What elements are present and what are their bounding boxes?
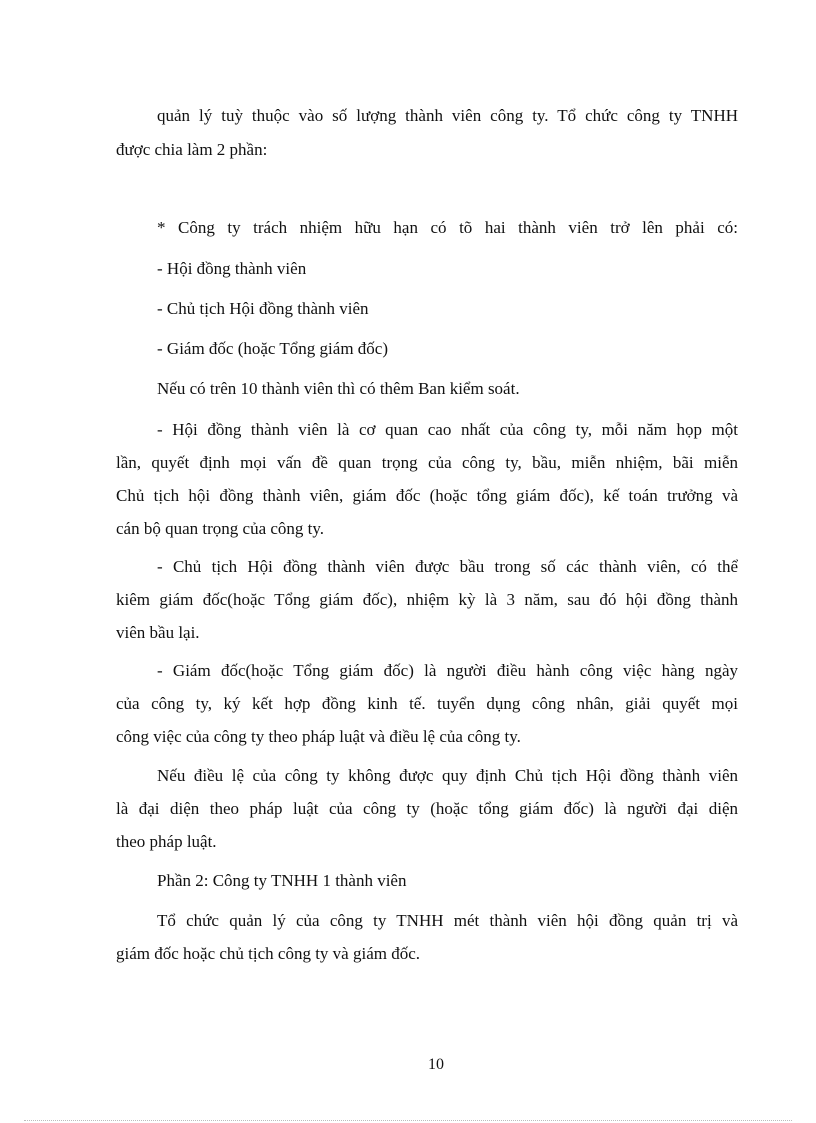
paragraph-line: Nếu điều lệ của công ty không được quy định Chủ tịch Hội đồng thành viên [157, 766, 738, 785]
page-number: 10 [428, 1056, 444, 1073]
paragraph-line: giám đốc hoặc chủ tịch công ty và giám đốc. [116, 944, 421, 963]
paragraph-line: kiêm giám đốc(hoặc Tổng giám đốc), nhiệm kỳ là 3 năm, sau đó hội đồng thành [116, 590, 738, 609]
paragraph-line: viên bầu lại. [116, 623, 200, 642]
paragraph-line: - Chủ tịch Hội đồng thành viên được bầu trong số các thành viên, có thể [157, 557, 738, 576]
section-heading: Phần 2: Công ty TNHH 1 thành viên [157, 871, 407, 890]
paragraph-line: được chia làm 2 phần: [116, 140, 268, 159]
list-item: - Hội đồng thành viên [157, 259, 307, 278]
paragraph-line: - Hội đồng thành viên là cơ quan cao nhất của công ty, mỗi năm họp một [157, 420, 738, 439]
paragraph-line: Tổ chức quản lý của công ty TNHH mét thành viên hội đồng quản trị và [157, 911, 738, 930]
paragraph-line: theo pháp luật. [116, 832, 217, 851]
section-heading: * Công ty trách nhiệm hữu hạn có tõ hai thành viên trở lên phải có: [157, 218, 738, 237]
paragraph-line: Nếu có trên 10 thành viên thì có thêm Ban kiểm soát. [157, 379, 520, 398]
paragraph-line: quản lý tuỳ thuộc vào số lượng thành viên công ty. Tổ chức công ty TNHH [157, 106, 738, 125]
paragraph-line: cán bộ quan trọng của công ty. [116, 519, 325, 538]
list-item: - Chủ tịch Hội đồng thành viên [157, 299, 369, 318]
paragraph-line: - Giám đốc(hoặc Tổng giám đốc) là người điều hành công việc hàng ngày [157, 661, 738, 680]
paragraph-line: của công ty, ký kết hợp đồng kinh tế. tuyển dụng công nhân, giải quyết mọi [116, 694, 738, 713]
paragraph-line: Chủ tịch hội đồng thành viên, giám đốc (hoặc tổng giám đốc), kế toán trưởng và [116, 486, 738, 505]
paragraph-line: công việc của công ty theo pháp luật và điều lệ của công ty. [116, 727, 521, 746]
list-item: - Giám đốc (hoặc Tổng giám đốc) [157, 339, 389, 358]
page-bottom-divider [24, 1120, 792, 1121]
paragraph-line: là đại diện theo pháp luật của công ty (hoặc tổng giám đốc) là người đại diện [116, 799, 738, 818]
paragraph-line: lần, quyết định mọi vấn đề quan trọng của công ty, bầu, miễn nhiệm, bãi miễn [116, 453, 738, 472]
